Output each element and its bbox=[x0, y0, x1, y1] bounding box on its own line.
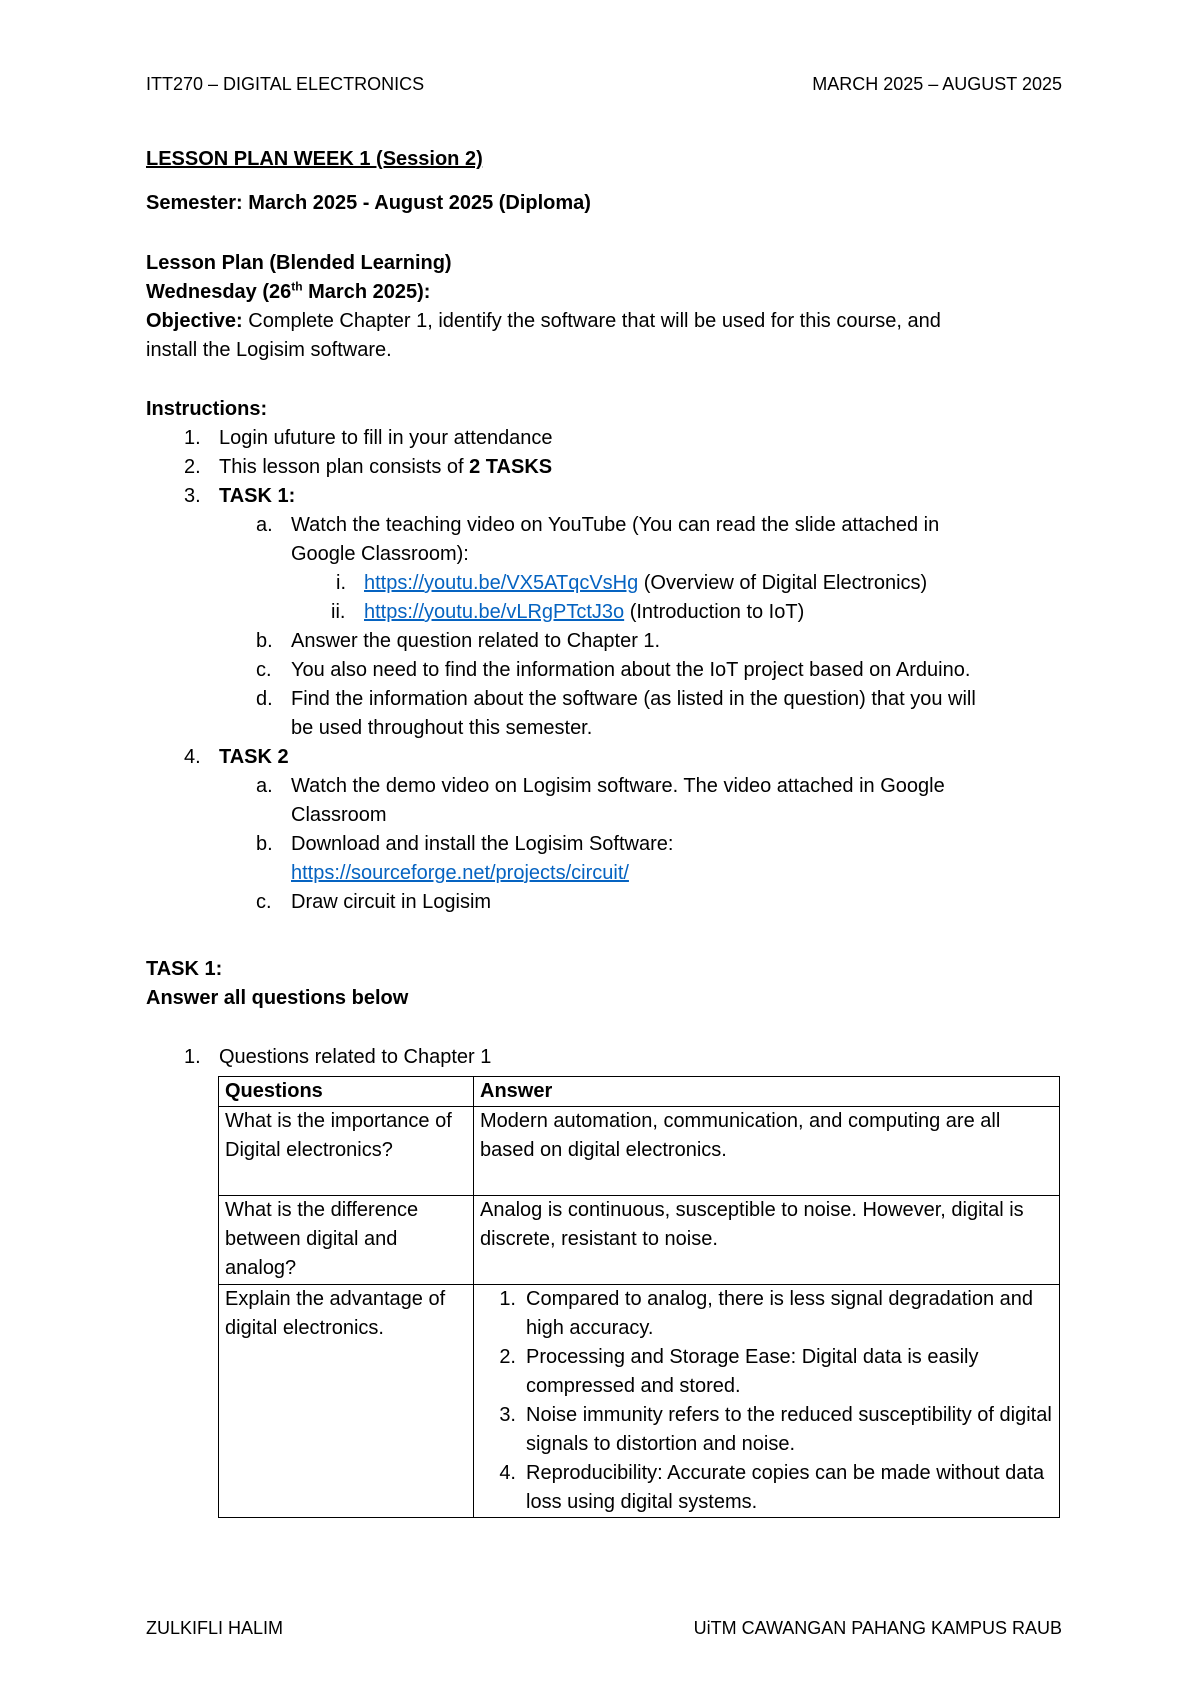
list-item: 1. Compared to analog, there is less signal degradation and high accuracy. bbox=[499, 1288, 1033, 1339]
video-link-iot[interactable]: https://youtu.be/vLRgPTctJ3o bbox=[364, 601, 625, 623]
page-title: LESSON PLAN WEEK 1 (Session 2) bbox=[146, 148, 483, 170]
table-header-row bbox=[219, 1077, 1060, 1107]
task1-c: You also need to find the information about the IoT project based on Arduino. bbox=[291, 659, 971, 681]
answer-cell: Analog is continuous, susceptible to noise. However, digital is discrete, resistant to noise. bbox=[474, 1196, 1060, 1285]
list-letter: a. bbox=[256, 514, 273, 536]
task2-b-line-1: Download and install the Logisim Software: bbox=[291, 833, 674, 855]
qa-table bbox=[218, 1076, 1060, 1518]
instruction-3-task1: TASK 1: bbox=[219, 485, 296, 507]
list-number: 1. bbox=[184, 1046, 201, 1068]
header-questions: Questions bbox=[219, 1077, 474, 1107]
list-number: 1. bbox=[184, 427, 201, 449]
answer-cell bbox=[474, 1285, 1060, 1518]
list-item: 4. Reproducibility: Accurate copies can be made without data loss using digital systems. bbox=[499, 1462, 1045, 1513]
video-link-1-line: https://youtu.be/VX5ATqcVsHg (Overview of Digital Electronics) bbox=[364, 572, 928, 594]
logisim-download-link[interactable]: https://sourceforge.net/projects/circuit/ bbox=[291, 862, 629, 884]
question-section-label: Questions related to Chapter 1 bbox=[219, 1046, 492, 1068]
table-row bbox=[219, 1285, 1060, 1518]
list-number: 3. bbox=[184, 485, 201, 507]
plan-type: Lesson Plan (Blended Learning) bbox=[146, 252, 452, 274]
list-roman: ii. bbox=[331, 601, 346, 623]
task1-subheading: Answer all questions below bbox=[146, 987, 409, 1009]
list-number: 4. bbox=[184, 746, 201, 768]
task1-d-line-1: Find the information about the software (as listed in the question) that you will bbox=[291, 688, 976, 710]
list-letter: a. bbox=[256, 775, 273, 797]
video-link-2-line: https://youtu.be/vLRgPTctJ3o (Introduction to IoT) bbox=[364, 601, 805, 623]
instruction-1: Login ufuture to fill in your attendance bbox=[219, 427, 553, 449]
header-semester: MARCH 2025 – AUGUST 2025 bbox=[812, 74, 1062, 94]
instructions-heading: Instructions: bbox=[146, 398, 268, 420]
task1-a-line-2: Google Classroom): bbox=[291, 543, 469, 565]
question-cell: What is the difference between digital and analog? bbox=[219, 1196, 474, 1285]
footer-institution: UiTM CAWANGAN PAHANG KAMPUS RAUB bbox=[693, 1618, 1062, 1638]
video-link-overview[interactable]: https://youtu.be/VX5ATqcVsHg bbox=[364, 572, 639, 594]
task2-c: Draw circuit in Logisim bbox=[291, 891, 492, 913]
task1-heading: TASK 1: bbox=[146, 958, 223, 980]
list-item: 2. Processing and Storage Ease: Digital data is easily compressed and stored. bbox=[499, 1346, 979, 1397]
task2-a-line-1: Watch the demo video on Logisim software. The video attached in Google bbox=[291, 775, 945, 797]
footer-author: ZULKIFLI HALIM bbox=[146, 1618, 284, 1638]
task2-b-line-2 bbox=[291, 859, 629, 888]
list-letter: b. bbox=[256, 833, 273, 855]
task1-b: Answer the question related to Chapter 1. bbox=[291, 630, 661, 652]
list-letter: c. bbox=[256, 891, 272, 913]
task1-a-line-1: Watch the teaching video on YouTube (You can read the slide attached in bbox=[291, 514, 940, 536]
question-cell: Explain the advantage of digital electronics. bbox=[219, 1285, 474, 1518]
list-item: 3. Noise immunity refers to the reduced susceptibility of digital signals to distortion and noise. bbox=[499, 1404, 1052, 1455]
lesson-date: Wednesday (26th March 2025): bbox=[146, 279, 431, 303]
answer-cell: Modern automation, communication, and computing are all based on digital electronics. bbox=[474, 1107, 1060, 1196]
task2-a-line-2: Classroom bbox=[291, 804, 387, 826]
instruction-4-task2: TASK 2 bbox=[219, 746, 289, 768]
list-letter: d. bbox=[256, 688, 273, 710]
header-answer: Answer bbox=[474, 1077, 1060, 1107]
list-number: 2. bbox=[184, 456, 201, 478]
table-row bbox=[219, 1196, 1060, 1285]
objective-line-2: install the Logisim software. bbox=[146, 339, 392, 361]
task1-d-line-2: be used throughout this semester. bbox=[291, 717, 593, 739]
list-letter: b. bbox=[256, 630, 273, 652]
table-row bbox=[219, 1107, 1060, 1196]
semester-line: Semester: March 2025 - August 2025 (Diploma) bbox=[146, 192, 591, 214]
question-cell: What is the importance of Digital electronics? bbox=[219, 1107, 474, 1196]
objective-line-1: Objective: Complete Chapter 1, identify the software that will be used for this course, and bbox=[146, 310, 941, 332]
list-roman: i. bbox=[336, 572, 346, 594]
header-course: ITT270 – DIGITAL ELECTRONICS bbox=[146, 74, 425, 94]
instruction-2: This lesson plan consists of 2 TASKS bbox=[219, 456, 553, 478]
list-letter: c. bbox=[256, 659, 272, 681]
